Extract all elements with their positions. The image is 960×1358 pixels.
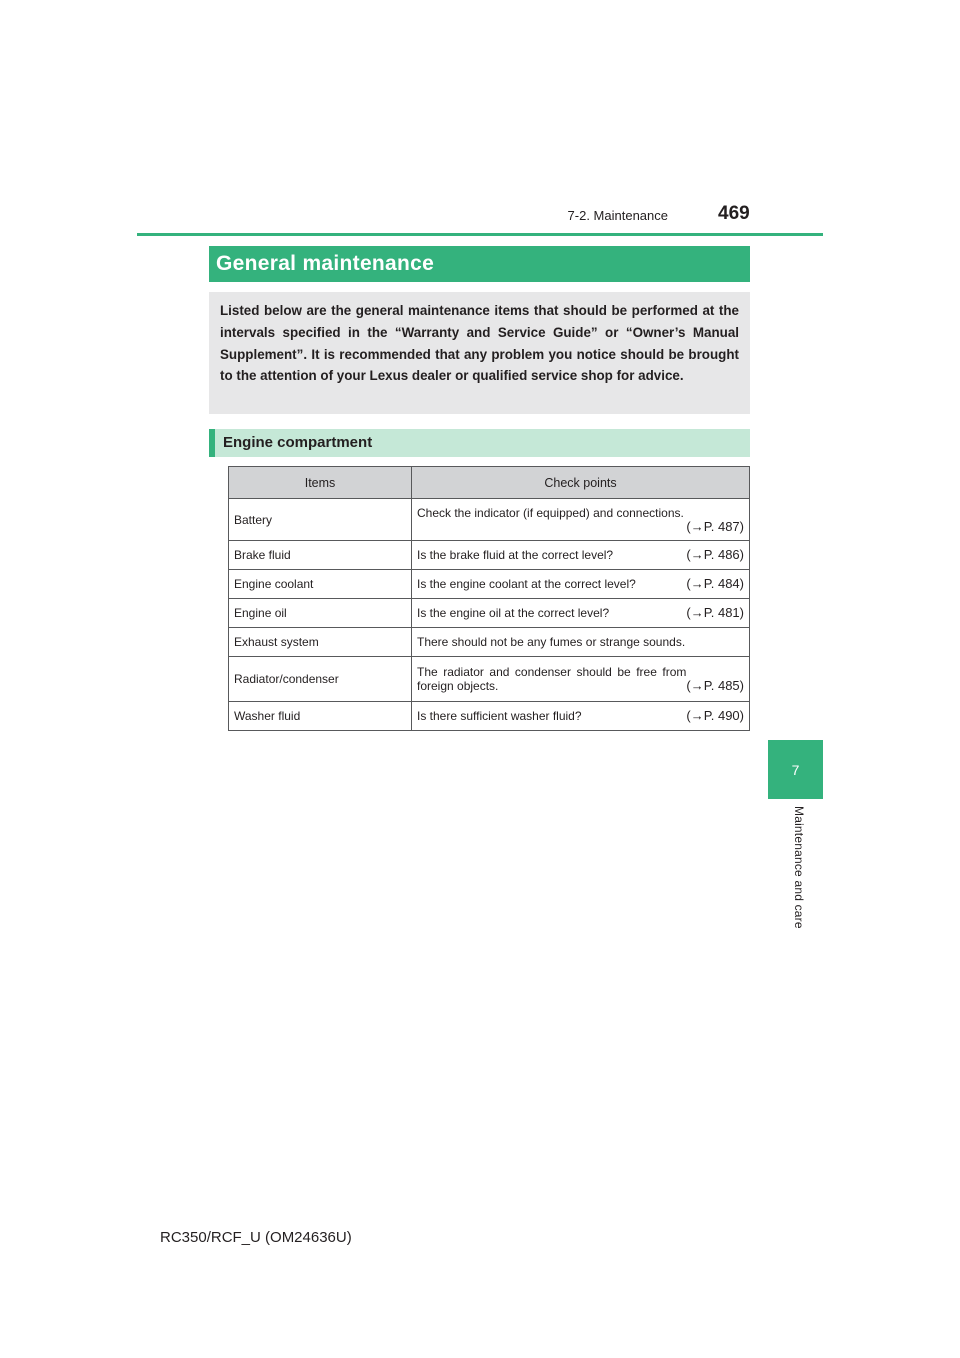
intro-box — [209, 292, 750, 414]
page-number: 469 — [718, 203, 750, 224]
page-reference-link[interactable]: (→P. 486) — [686, 547, 744, 562]
table-row — [229, 628, 750, 657]
check-cell — [412, 702, 750, 731]
table-row — [229, 570, 750, 599]
chapter-tab[interactable] — [768, 740, 823, 799]
item-cell: Exhaust system — [229, 628, 412, 657]
table-row — [229, 702, 750, 731]
check-text: The radiator and condenser should be free from foreign objects. — [417, 665, 687, 693]
check-cell — [412, 499, 750, 541]
page-reference-link[interactable]: (→P. 485) — [686, 678, 744, 693]
item-cell: Washer fluid — [229, 702, 412, 731]
check-cell — [412, 541, 750, 570]
column-header-check-points: Check points — [412, 467, 750, 499]
item-cell: Engine oil — [229, 599, 412, 628]
page-reference-link[interactable]: (→P. 487) — [686, 518, 744, 534]
maintenance-table — [228, 466, 750, 731]
table-row — [229, 599, 750, 628]
header-divider — [137, 233, 823, 236]
check-cell — [412, 599, 750, 628]
table-header-row — [229, 467, 750, 499]
chapter-tab-number: 7 — [791, 761, 800, 778]
chapter-tab-label: Maintenance and care — [792, 806, 806, 929]
check-text: Is there sufficient washer fluid? — [417, 709, 582, 723]
page-reference-link[interactable]: (→P. 490) — [686, 708, 744, 723]
item-cell: Engine coolant — [229, 570, 412, 599]
check-cell — [412, 628, 750, 657]
page-reference-link[interactable]: (→P. 484) — [686, 576, 744, 591]
item-cell: Brake fluid — [229, 541, 412, 570]
check-cell — [412, 657, 750, 702]
check-cell — [412, 570, 750, 599]
table-row — [229, 499, 750, 541]
subsection-title: Engine compartment — [209, 429, 750, 457]
table-row — [229, 657, 750, 702]
header-section-title: 7-2. Maintenance — [567, 208, 668, 223]
check-text: Is the engine coolant at the correct level? — [417, 577, 636, 591]
check-text: There should not be any fumes or strange sounds. — [417, 635, 686, 649]
section-title: General maintenance — [209, 246, 750, 282]
column-header-items: Items — [229, 467, 412, 499]
check-text: Is the engine oil at the correct level? — [417, 606, 610, 620]
item-cell: Radiator/condenser — [229, 657, 412, 702]
intro-text: Listed below are the general maintenance items that should be performed at the intervals specified in the “Warranty and Service Guide” or “Owner’s Manual Supplement”. It is recommended that any problem you notice should be brought to the attention of your Lexus dealer or qualified service shop for advice. — [220, 303, 739, 384]
page-reference-link[interactable]: (→P. 481) — [686, 605, 744, 620]
check-text: Is the brake fluid at the correct level? — [417, 548, 614, 562]
item-cell: Battery — [229, 499, 412, 541]
check-text: Check the indicator (if equipped) and connections. — [417, 505, 684, 520]
table-row — [229, 541, 750, 570]
footer-model-code: RC350/RCF_U (OM24636U) — [160, 1229, 352, 1246]
